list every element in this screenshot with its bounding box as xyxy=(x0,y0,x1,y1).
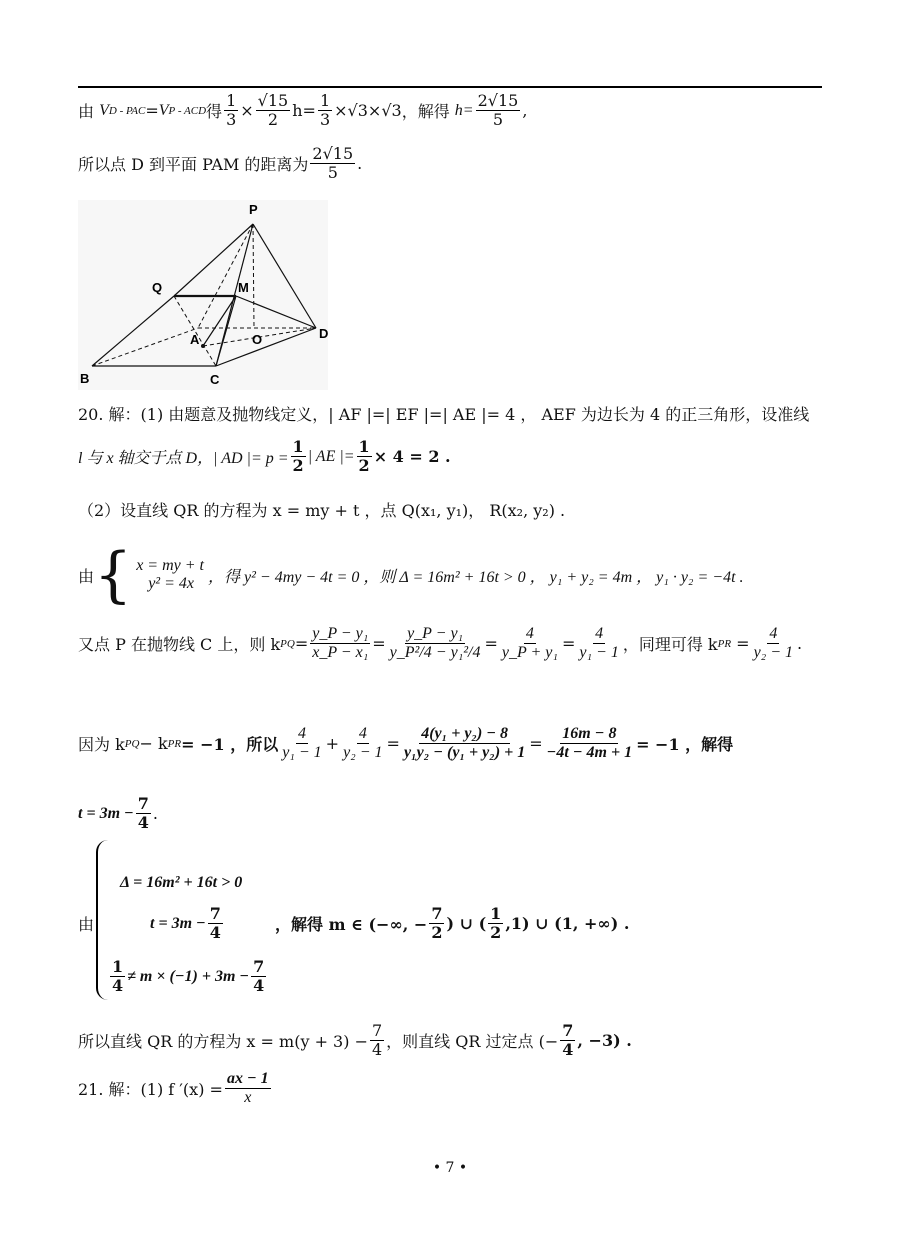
p20-text-3: （2）设直线 QR 的方程为 x = my + t ，点 Q(x₁, y₁)， R(x₂, y₂) . xyxy=(78,501,566,520)
final-line xyxy=(78,1022,632,1060)
big-eq-3-text: ≠ m × (−1) + 3m − xyxy=(127,967,250,985)
denominator: 4 xyxy=(209,923,221,943)
big-result xyxy=(275,905,629,943)
numerator: 7 xyxy=(371,1021,383,1040)
big-eq-1-text: Δ = 16m² + 16t > 0 xyxy=(120,874,243,891)
final-text-b: ，则直线 QR 过定点 (− xyxy=(386,1032,559,1052)
denominator: y_P + y₁ xyxy=(501,644,558,662)
big-result-end: ,1) ∪ (1, +∞) . xyxy=(505,914,630,934)
p20-text-1: 20. 解：(1) 由题意及抛物线定义，| AF |=| EF |=| AE |= 4 ， AEF 为边长为 4 的正三角形，设准线 xyxy=(78,405,810,424)
fraction-sqrt15-2 xyxy=(256,92,291,130)
since-frac-1 xyxy=(280,725,323,763)
denominator: y₁ − 1 xyxy=(282,744,322,762)
denominator: x xyxy=(244,1089,252,1107)
fraction-result xyxy=(476,92,521,130)
product-sqrt3: ×√3×√3 xyxy=(334,101,402,121)
fraction-1-3-b xyxy=(318,92,332,130)
distance-line xyxy=(78,145,362,183)
point-A-dot xyxy=(201,344,205,348)
big-eq-2-text: t = 3m − xyxy=(150,914,206,932)
denominator: 4 xyxy=(112,976,124,996)
system-equations xyxy=(136,557,204,593)
p20-line2 xyxy=(78,438,451,476)
denominator: 5 xyxy=(327,163,338,183)
label-C: C xyxy=(210,372,220,387)
since-frac-2 xyxy=(341,725,384,763)
numerator: 4 xyxy=(357,725,369,744)
p20-text-2b: | AE |= xyxy=(307,447,355,465)
text-solve: ，解得 xyxy=(401,102,450,122)
comma: , xyxy=(522,101,528,121)
kpr-text: ，同理可得 k xyxy=(622,635,718,655)
vol-symbol-1: V xyxy=(99,101,109,119)
since-sub-2: PR xyxy=(167,737,182,750)
big-brace xyxy=(96,840,108,1000)
vol-sub-2: P - ACD xyxy=(168,104,207,117)
p20-text-2c: × 4 = 2 . xyxy=(373,447,451,467)
distance-text: 所以点 D 到平面 PAM 的距离为 xyxy=(78,155,309,175)
numerator: 1 xyxy=(490,904,502,923)
kpq-prefix: 又点 P 在抛物线 C 上，则 k xyxy=(78,635,281,655)
sys-eq-2: y² = 4x xyxy=(148,575,194,592)
numerator: 4 xyxy=(767,625,779,644)
big-result-frac-2 xyxy=(488,905,503,943)
p21-prefix: 21. 解：(1) f ′(x) = xyxy=(78,1080,223,1100)
final-frac-2 xyxy=(560,1022,575,1060)
big-eq-1 xyxy=(120,874,242,892)
since-sub-1: PQ xyxy=(124,737,140,750)
big-eq-3 xyxy=(108,958,268,996)
label-O: O xyxy=(252,332,263,347)
denominator: 3 xyxy=(319,110,331,130)
left-brace: { xyxy=(94,540,133,610)
numerator: 2√15 xyxy=(477,91,519,110)
numerator: 7 xyxy=(562,1021,574,1040)
p20-text-2a: l 与 x 轴交于点 D，| AD |= p = xyxy=(78,450,289,468)
label-P: P xyxy=(249,202,258,217)
numerator: 7 xyxy=(209,904,221,923)
numerator: 7 xyxy=(253,957,265,976)
label-D: D xyxy=(319,326,328,341)
h-equals: h= xyxy=(292,101,316,121)
denominator: y₂ − 1 xyxy=(343,744,383,762)
numerator: 16m − 8 xyxy=(560,725,618,744)
text-you: 由 xyxy=(78,102,95,122)
numerator: 1 xyxy=(319,91,331,110)
sys-prefix: 由 xyxy=(78,566,95,586)
final-text-c: , −3) . xyxy=(577,1031,632,1051)
half-fraction-1 xyxy=(291,438,306,476)
numerator: 4 xyxy=(593,625,605,644)
vol-sub-1: D - PAC xyxy=(108,104,146,117)
vol-symbol-2: V xyxy=(158,101,169,119)
numerator: √15 xyxy=(257,91,289,110)
numerator: 4(y₁ + y₂) − 8 xyxy=(419,725,510,744)
denominator: x_P − x₁ xyxy=(312,644,369,662)
t-eq: t = 3m − xyxy=(78,804,134,822)
kpr-sub: PR xyxy=(717,637,732,650)
since-frac-4 xyxy=(545,725,634,763)
period: . xyxy=(152,804,158,824)
period: . xyxy=(357,154,363,174)
big-sys-prefix-line xyxy=(78,912,94,935)
p20-line3 xyxy=(78,498,565,521)
text-de: 得 xyxy=(206,102,223,122)
t-line xyxy=(78,795,158,833)
numerator: 2√15 xyxy=(312,144,354,163)
kpq-frac-2 xyxy=(388,625,483,663)
system-1 xyxy=(78,540,744,610)
numerator: y_P − y₁ xyxy=(405,625,465,644)
kpq-frac-1 xyxy=(310,625,370,663)
denominator: 2 xyxy=(292,456,304,476)
denominator: −4t − 4m + 1 xyxy=(546,744,633,762)
denominator: 2 xyxy=(431,923,443,943)
sys-result: ，得 y² − 4my − 4t = 0 ，则 Δ = 16m² + 16t > 0 ， y₁ + y₂ = 4m ， y₁ · y₂ = −4t . xyxy=(208,568,744,586)
final-text-a: 所以直线 QR 的方程为 x = m(y + 3) − xyxy=(78,1032,368,1052)
numerator: 4 xyxy=(296,725,308,744)
h-var: h= xyxy=(454,101,474,119)
slope-line: 又点 P 在抛物线 C 上，则 k PQ = $\frac{\text{y\_P − y₁}}{\text{x\_P − x₁}}$ = $\frac{\text{y\_P − y₁}}{\text{y\_P²/4 − y₁²/4}}$ = $\frac{4}{\text{y\_P + y₁}}$ = $\frac{4}{\text{y₁ − 1}}$ ，同理可得 k PR = $\frac{4}{\text{y₂ − 1}}$ . xyxy=(78,625,803,662)
equals: = xyxy=(294,634,309,654)
denominator: y₂ − 1 xyxy=(753,644,794,662)
label-M: M xyxy=(238,280,249,295)
final-frac-1 xyxy=(370,1022,384,1060)
big-eq-2-frac xyxy=(208,905,223,943)
numerator: 7 xyxy=(431,904,443,923)
denominator: y₁y₂ − (y₁ + y₂) + 1 xyxy=(403,744,526,762)
big-result-mid: ) ∪ ( xyxy=(446,914,487,934)
big-result-frac-1 xyxy=(429,905,444,943)
kpq-frac-4 xyxy=(577,625,620,663)
kpr-frac xyxy=(752,625,795,663)
since-prefix: 因为 k xyxy=(78,735,125,755)
pyramid-figure xyxy=(78,200,328,390)
big-result-text: ，解得 m ∈ (−∞, − xyxy=(275,915,428,935)
header-rule xyxy=(78,86,822,88)
since-mid: − k xyxy=(139,734,168,754)
label-B: B xyxy=(80,371,90,386)
equals: = xyxy=(145,101,159,121)
sys-eq-1: x = my + t xyxy=(136,557,204,574)
big-eq-3-frac-b xyxy=(251,958,266,996)
since-eq: = −1 ，所以 xyxy=(181,735,279,755)
kpq-sub: PQ xyxy=(280,637,295,650)
volume-equation-line xyxy=(78,92,527,130)
numerator: 1 xyxy=(112,957,124,976)
plus: + xyxy=(325,734,340,754)
denominator: y₁ − 1 xyxy=(579,644,619,662)
since-end: = −1 ，解得 xyxy=(636,735,734,755)
distance-fraction xyxy=(310,145,355,183)
denominator: 2 xyxy=(358,456,370,476)
since-line: 因为 k PQ − k PR = −1 ，所以 $\frac{4}{\text{y₁ − 1}}$ + $\frac{4}{\text{y₂ − 1}}$ = $\frac{\text{4(y₁ + y₂) − 8}}{\text{y₁y₂ − (y₁ + y₂) + 1}}$ = $\frac{16m - 8}{-4t - 4m + 1}$ = −1 ，解得 xyxy=(78,725,734,762)
kpq-frac-3 xyxy=(500,625,560,663)
big-eq-3-frac-a xyxy=(110,958,125,996)
numerator: 1 xyxy=(358,437,370,456)
numerator: 1 xyxy=(226,91,237,110)
p21-line xyxy=(78,1070,273,1108)
denominator: y_P²/4 − y₁²/4 xyxy=(389,644,481,662)
label-Q: Q xyxy=(152,280,163,295)
numerator: y_P − y₁ xyxy=(310,625,370,644)
label-A: A xyxy=(190,332,200,347)
big-eq-2 xyxy=(150,905,225,943)
fraction-1-3 xyxy=(224,92,238,130)
p20-line1 xyxy=(78,402,809,425)
t-frac xyxy=(136,795,151,833)
denominator: 2 xyxy=(267,110,279,130)
denominator: 4 xyxy=(253,976,265,996)
numerator: 4 xyxy=(524,625,536,644)
denominator: 4 xyxy=(137,813,149,833)
p21-fraction xyxy=(225,1070,271,1108)
denominator: 2 xyxy=(490,923,502,943)
denominator: 5 xyxy=(492,110,504,130)
numerator: 1 xyxy=(292,437,304,456)
denominator: 4 xyxy=(562,1040,574,1060)
denominator: 4 xyxy=(371,1040,383,1060)
page-number: • 7 • xyxy=(432,1160,468,1176)
denominator: 3 xyxy=(226,110,237,130)
half-fraction-2 xyxy=(357,438,372,476)
numerator: 7 xyxy=(137,794,149,813)
times: × xyxy=(240,101,254,121)
big-prefix: 由 xyxy=(78,915,95,934)
numerator: ax − 1 xyxy=(225,1070,271,1089)
since-frac-3 xyxy=(402,725,527,763)
